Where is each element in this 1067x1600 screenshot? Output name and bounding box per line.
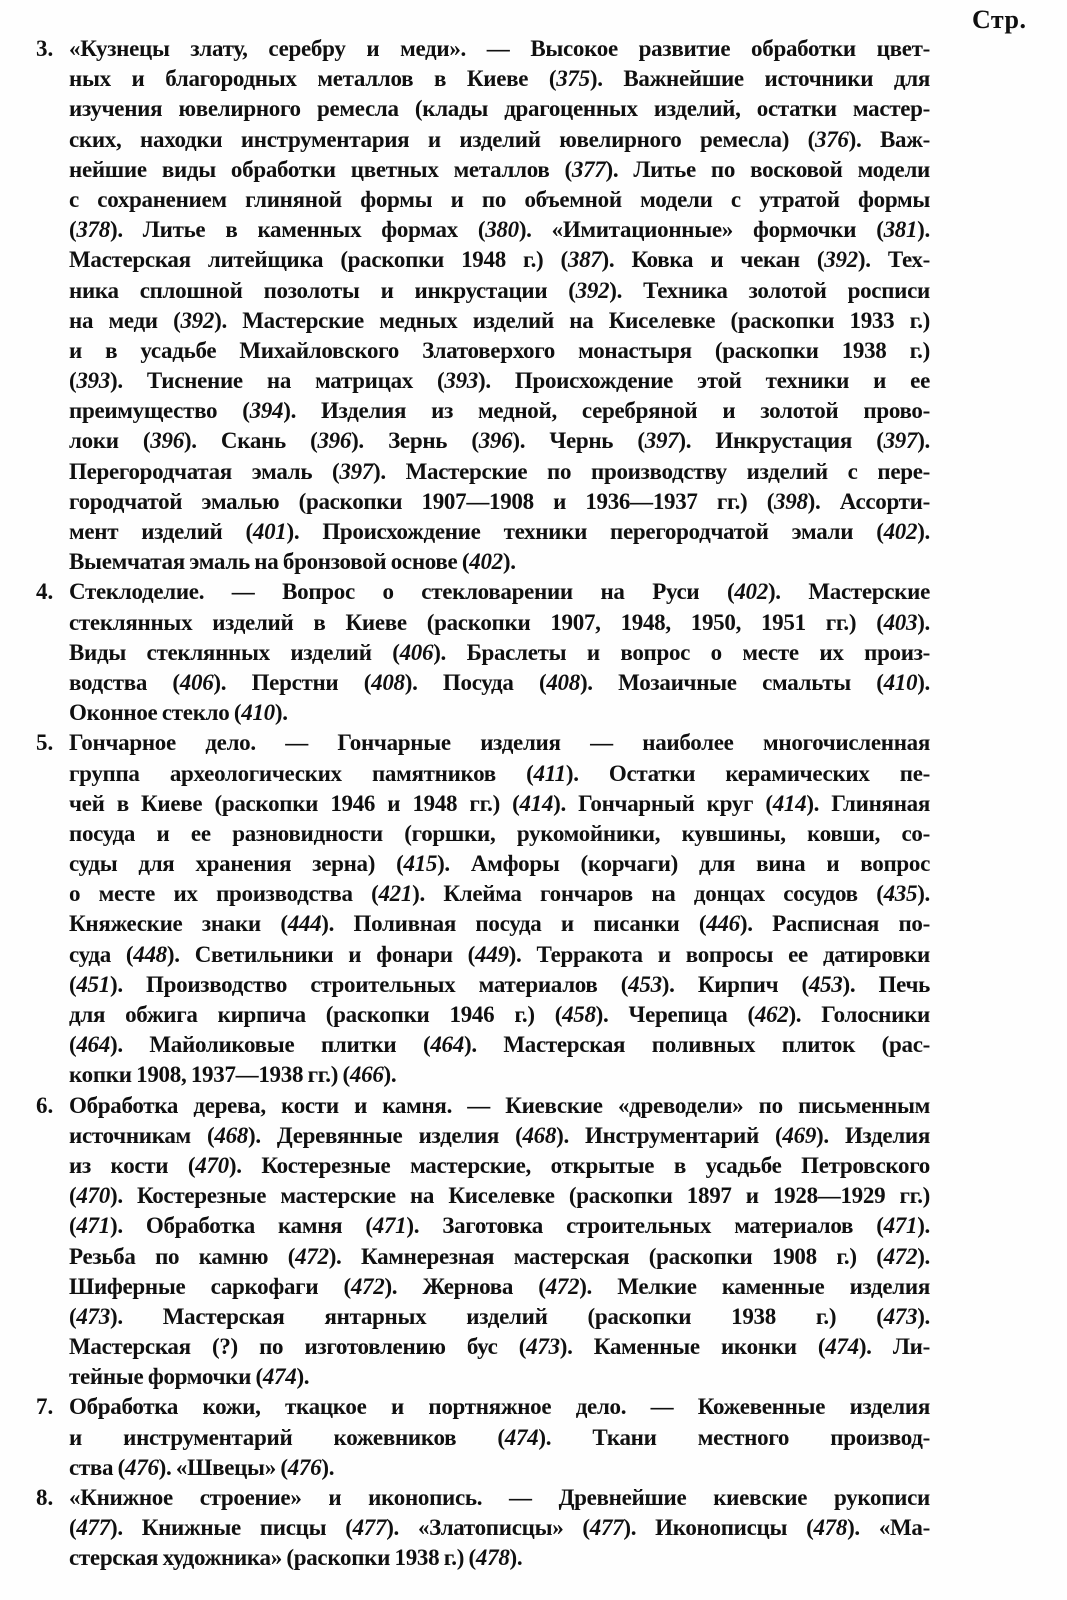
toc-item-text bbox=[69, 1483, 930, 1574]
page-column-header: Стр. bbox=[972, 5, 1027, 34]
toc-item-number: 6. bbox=[36, 1092, 54, 1118]
toc-line: Выемчатая эмаль на бронзовой основе (402). bbox=[69, 549, 516, 575]
toc-line: (477). Книжные писцы (477). «Златописцы» (477). Иконописцы (478). «Ма- bbox=[69, 1515, 930, 1541]
toc-item-number: 3. bbox=[36, 36, 54, 61]
toc-line: Обработка дерева, кости и камня. — Киевские «древодели» по письменным bbox=[69, 1092, 930, 1118]
toc-item-text bbox=[69, 577, 930, 728]
toc-line: «Кузнецы злату, серебру и меди». — Высокое развитие обработки цвет- bbox=[69, 36, 930, 61]
toc-line: городчатой эмалью (раскопки 1907—1908 и 1936—1937 гг.) (398). Ассорти- bbox=[69, 488, 930, 514]
toc-item-number: 8. bbox=[36, 1485, 54, 1510]
toc-line: локи (396). Скань (396). Зернь (396). Чернь (397). Инкрустация (397). bbox=[69, 428, 930, 454]
toc-line: Княжеские знаки (444). Поливная посуда и писанки (446). Расписная по- bbox=[69, 911, 930, 937]
toc-line: ных и благородных металлов в Киеве (375). Важнейшие источники для bbox=[69, 66, 930, 92]
toc-line: группа археологических памятников (411). Остатки керамических пе- bbox=[69, 760, 930, 786]
toc-line: (473). Мастерская янтарных изделий (раскопки 1938 г.) (473). bbox=[69, 1303, 930, 1329]
toc-line: Виды стеклянных изделий (406). Браслеты и вопрос о месте их произ- bbox=[69, 639, 930, 665]
toc-list bbox=[36, 34, 930, 1574]
toc-item-number: 5. bbox=[36, 730, 54, 756]
toc-item bbox=[36, 728, 930, 1090]
toc-line: копки 1908, 1937—1938 гг.) (466). bbox=[69, 1062, 397, 1088]
toc-line: с сохранением глиняной формы и по объемной модели с утратой формы bbox=[69, 186, 930, 212]
toc-line: из кости (470). Костерезные мастерские, открытые в усадьбе Петровского bbox=[69, 1152, 930, 1178]
toc-item-number: 7. bbox=[36, 1394, 54, 1420]
toc-line: (451). Производство строительных материалов (453). Кирпич (453). Печь bbox=[69, 971, 930, 997]
toc-line: нейшие виды обработки цветных металлов (377). Литье по восковой модели bbox=[69, 156, 930, 182]
toc-item bbox=[36, 577, 930, 728]
toc-line: мент изделий (401). Происхождение техники перегородчатой эмали (402). bbox=[69, 519, 930, 544]
toc-line: (393). Тиснение на матрицах (393). Происхождение этой техники и ее bbox=[69, 368, 930, 394]
toc-line: Резьба по камню (472). Камнерезная мастерская (раскопки 1908 г.) (472). bbox=[69, 1243, 930, 1269]
toc-line: «Книжное строение» и иконопись. — Древнейшие киевские рукописи bbox=[69, 1485, 930, 1510]
toc-line: Стеклоделие. — Вопрос о стекловарении на Руси (402). Мастерские bbox=[69, 579, 930, 605]
toc-line: ника сплошной позолоты и инкрустации (392). Техника золотой росписи bbox=[69, 277, 930, 303]
toc-line: изучения ювелирного ремесла (клады драгоценных изделий, остатки мастер- bbox=[69, 96, 930, 122]
toc-line: и в усадьбе Михайловского Златоверхого монастыря (раскопки 1938 г.) bbox=[69, 337, 930, 363]
toc-line: на меди (392). Мастерские медных изделий на Киселевке (раскопки 1933 г.) bbox=[69, 307, 930, 333]
toc-line: Мастерская (?) по изготовлению бус (473). Каменные иконки (474). Ли- bbox=[69, 1334, 930, 1360]
toc-item bbox=[36, 1091, 930, 1393]
toc-line: водства (406). Перстни (408). Посуда (408). Мозаичные смальты (410). bbox=[69, 669, 930, 695]
toc-line: тейные формочки (474). bbox=[69, 1364, 310, 1390]
toc-item-text bbox=[69, 728, 930, 1090]
toc-item-text bbox=[69, 1392, 930, 1483]
toc-line: о месте их производства (421). Клейма гончаров на донцах сосудов (435). bbox=[69, 881, 930, 907]
toc-line: Оконное стекло (410). bbox=[69, 700, 288, 726]
toc-item-text bbox=[69, 1091, 930, 1393]
toc-line: (464). Майоликовые плитки (464). Мастерская поливных плиток (рас- bbox=[69, 1032, 930, 1058]
toc-line: (378). Литье в каменных формах (380). «Имитационные» формочки (381). bbox=[69, 217, 930, 243]
toc-line: Гончарное дело. — Гончарные изделия — наиболее многочисленная bbox=[69, 730, 930, 756]
toc-line: стерская художника» (раскопки 1938 г.) (478). bbox=[69, 1545, 523, 1571]
toc-line: (471). Обработка камня (471). Заготовка строительных материалов (471). bbox=[69, 1213, 930, 1239]
toc-line: ских, находки инструментария и изделий ювелирного ремесла) (376). Важ- bbox=[69, 126, 930, 152]
toc-line: стеклянных изделий в Киеве (раскопки 1907, 1948, 1950, 1951 гг.) (403). bbox=[69, 609, 930, 635]
toc-line: (470). Костерезные мастерские на Киселевке (раскопки 1897 и 1928—1929 гг.) bbox=[69, 1183, 930, 1209]
toc-line: Перегородчатая эмаль (397). Мастерские по производству изделий с пере- bbox=[69, 458, 930, 484]
toc-line: и инструментарий кожевников (474). Ткани местного производ- bbox=[69, 1424, 930, 1450]
toc-line: Шиферные саркофаги (472). Жернова (472). Мелкие каменные изделия bbox=[69, 1273, 930, 1299]
toc-line: ства (476). «Швецы» (476). bbox=[69, 1454, 335, 1480]
toc-item bbox=[36, 1392, 930, 1483]
toc-line: чей в Киеве (раскопки 1946 и 1948 гг.) (414). Гончарный круг (414). Глиняная bbox=[69, 790, 930, 816]
toc-line: суды для хранения зерна) (415). Амфоры (корчаги) для вина и вопрос bbox=[69, 851, 930, 877]
toc-line: источникам (468). Деревянные изделия (468). Инструментарий (469). Изделия bbox=[69, 1122, 930, 1148]
toc-line: для обжига кирпича (раскопки 1946 г.) (458). Черепица (462). Голосники bbox=[69, 1002, 930, 1027]
toc-item-text bbox=[69, 34, 930, 577]
toc-line: суда (448). Светильники и фонари (449). Терракота и вопросы ее датировки bbox=[69, 941, 930, 967]
toc-line: преимущество (394). Изделия из медной, серебряной и золотой прово- bbox=[69, 398, 930, 424]
toc-item-number: 4. bbox=[36, 579, 54, 605]
toc-line: Обработка кожи, ткацкое и портняжное дело. — Кожевенные изделия bbox=[69, 1394, 930, 1420]
toc-item bbox=[36, 1483, 930, 1574]
toc-line: Мастерская литейщика (раскопки 1948 г.) (387). Ковка и чекан (392). Тех- bbox=[69, 247, 930, 273]
toc-item bbox=[36, 34, 930, 577]
toc-line: посуда и ее разновидности (горшки, рукомойники, кувшины, ковши, со- bbox=[69, 820, 930, 846]
